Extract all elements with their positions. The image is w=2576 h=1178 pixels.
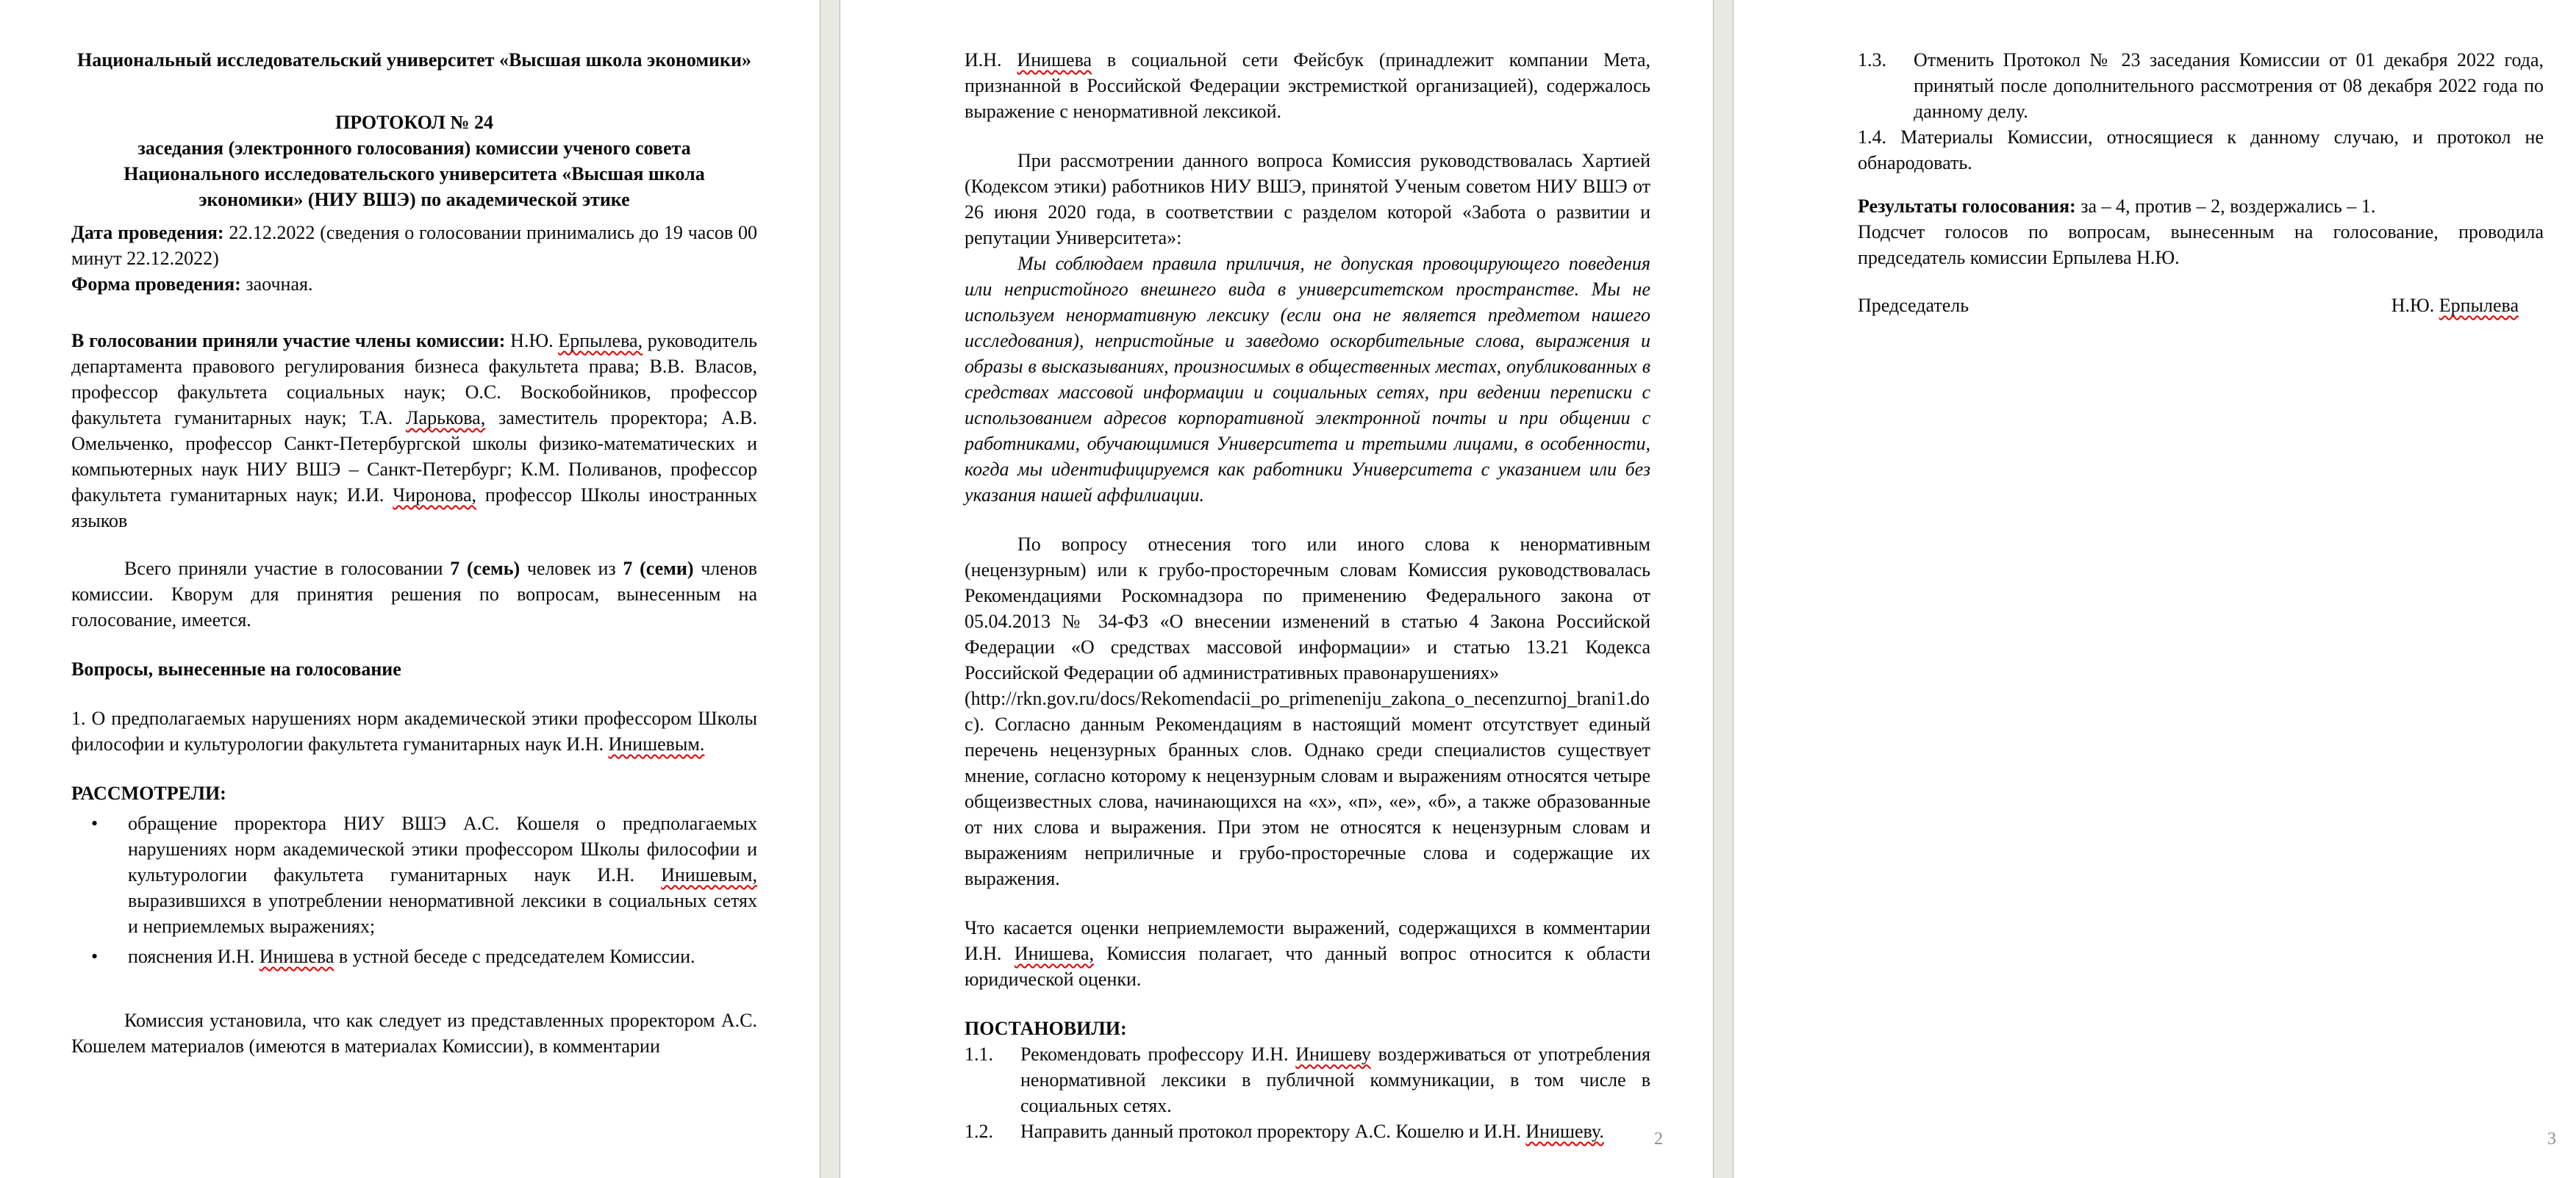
resolved-item-1-4 [1858,124,2544,176]
spacer [71,633,757,656]
text-run: Национальный исследовательский университет «Высшая школа экономики» [77,49,751,71]
spacer [965,992,1650,1016]
text-run: ПОСТАНОВИЛИ: [965,1018,1127,1039]
misspelled-word: Инишеву. [1525,1121,1604,1142]
text-run: РАССМОТРЕЛИ: [71,783,226,804]
considered-heading [71,780,757,806]
text-run: Н.Ю. [2391,295,2439,316]
text-run: (http://rkn.gov.ru/docs/Rekomendacii_po_primeneniju_zakona_o_necenzurnoj_brani1.doc). Согласно данным Рекомендациям в настоящий момент отсутствует единый перечень нецензурных бранных слов. Однако среди специалистов существует мнение, согласно которому к нецензурным словам и выражениям относятся четыре общеизвестных слова, начинающихся на «х», «п», «е», «б», а также образованные от них слова и выражения. При этом не относятся к нецензурным словам и выражениям неприличные и грубо-просторечные слова и содержащие их выражения. [965,688,1650,889]
voting-results-line [1858,193,2544,219]
misspelled-word: Ларькова, [405,407,486,428]
text-run: Форма проведения: [71,273,241,295]
spacer [1858,270,2544,292]
misspelled-word: Ерпылева, [558,330,643,351]
spacer [965,891,1650,915]
text-run: Направить данный протокол проректору А.С. Кошелю и И.Н. [1020,1121,1526,1142]
text-run: 1.4. Материалы Комиссии, относящиеся к данному случаю, и протокол не обнародовать. [1858,126,2544,173]
text-run: 1. О предполагаемых нарушениях норм академической этики профессором Школы философии и культурологии факультета гуманитарных наук И.Н. [71,708,757,755]
text-run: заочная. [240,273,313,295]
text-run: обращение проректора НИУ ВШЭ А.С. Кошеля о предполагаемых нарушениях норм академической этики профессором Школы философии и культурологии факультета гуманитарных наук И.Н. [128,813,757,886]
members-paragraph [71,328,757,534]
page-separator-1 [820,0,840,1178]
commission-found-paragraph [71,1008,757,1059]
text-run: 22.12.2022 (сведения о голосовании принимались до 19 часов 00 минут 22.12.2022) [71,222,758,269]
spacer [1858,176,2544,193]
text-run: Дата проведения: [71,222,224,243]
facebook-paragraph [965,47,1650,124]
text-run: заместитель проректора; А.В. Омельченко, профессор Санкт-Петербургской школы физико-математических и компьютерных наук НИУ ВШЭ – Санкт-Петербург; К.М. Поливанов, профессор факультета гуманитарных наук; И.И. [71,407,757,506]
text-run: в устной беседе с председателем Комиссии. [334,946,695,967]
text-run: Вопросы, вынесенные на голосование [71,658,401,680]
misspelled-word: Ерпылева [2439,295,2519,316]
list-number: 1.2. [965,1121,993,1142]
spacer [71,682,757,705]
considered-item-2 [71,944,757,969]
resolved-item-1-1 [965,1041,1650,1118]
text-run: Мы соблюдаем правила приличия, не допуская провоцирующего поведения или непристойного внешнего вида в университетском пространстве. Мы не используем ненормативную лексику (если она не является предметом нашего исследования), непристойные и заведомо оскорбительные слова, выражения и образы в высказываниях, произносимых в общественных местах, опубликованных в средствах массовой информации и социальных сетях, при ведении переписки с использованием адресов корпоративной электронной почты и при общении с работниками, обучающимися Университета и третьими лицами, в особенности, когда мы идентифицируемся как работники Университета с указанием или без указания нашей аффилиации. [965,253,1650,506]
protocol-subtitle [71,135,757,212]
text-run: ПРОТОКОЛ № 24 [334,112,494,133]
text-run: воздерживаться от употребления ненормативной лексики в публичной коммуникации, в том числе в социальных сетях. [1020,1044,1651,1116]
spacer [965,508,1650,531]
charter-paragraph [965,148,1650,251]
text-run: руководитель департамента правового регулирования бизнеса факультета права; В.В. Власов, профессор факультета социальных наук; О.С. Воскобойников, профессор факультета гуманитарных наук; Т.А. [71,330,757,428]
document-page-2[interactable] [840,0,1713,1178]
spacer [71,212,757,220]
legal-assessment-paragraph [965,915,1650,992]
list-number: 1.3. [1858,49,1886,71]
resolved-heading [965,1016,1650,1041]
misspelled-word: Инишева [1017,49,1092,71]
text-run: 7 (семи) [623,558,694,579]
text-run: выразившихся в употреблении ненормативной лексики в социальных сетях и неприемлемых выражениях; [128,890,757,937]
text-run: Комиссия полагает, что данный вопрос относится к области юридической оценки. [965,943,1650,990]
text-run: за – 4, против – 2, воздержались – 1. [2075,195,2376,217]
text-run: Всего приняли участие в голосовании [124,558,451,579]
misspelled-word: Чиронова, [393,484,476,506]
text-run: При рассмотрении данного вопроса Комиссия руководствовалась Хартией (Кодексом этики) работников НИУ ВШЭ, принятой Ученым советом НИУ ВШЭ от 26 июня 2020 года, в соответствии с разделом которой «Забота о развитии и репутации Университета»: [965,150,1650,248]
text-run: Результаты голосования: [1858,195,2076,217]
resolved-item-1-2 [965,1118,1650,1144]
document-page-3[interactable] [1734,0,2576,1178]
text-run: Рекомендовать профессору И.Н. [1020,1044,1296,1065]
document-page-1[interactable] [0,0,820,1178]
misspelled-word: Инишеву [1295,1044,1371,1065]
misspelled-word: Инишева, [1014,943,1094,964]
text-run: профессор Школы иностранных языков [71,484,757,531]
text-run: Отменить Протокол № 23 заседания Комиссии от 01 декабря 2022 года, принятый после дополнительного рассмотрения от 08 декабря 2022 года по данному делу. [1914,49,2544,122]
spacer [71,969,757,1008]
agenda-heading [71,656,757,682]
signature-name [2391,292,2519,318]
text-run: По вопросу отнесения того или иного слова к ненормативным (нецензурным) или к грубо-просторечным словам Комиссия руководствовалась Рекомендациями Роскомнадзора по применению Федерального закона от 05.04.2013 № 34-ФЗ «О внесении изменений в статью 4 Закона Российской Федерации «О средствах массовой информации» и статью 13.21 Кодекса Российской Федерации об административных правонарушениях» [965,534,1650,683]
agenda-item-1 [71,705,757,757]
text-run: И.Н. [965,49,1017,71]
text-run: Н.Ю. [505,330,559,351]
text-run: 7 (семь) [450,558,520,579]
spacer [71,297,757,328]
spacer [71,73,757,109]
text-run: пояснения И.Н. [128,946,260,967]
text-run: Председатель [1858,295,1969,316]
spacer [71,534,757,556]
text-run: заседания (электронного голосования) комиссии ученого совета Национального исследовательского университета «Высшая школа экономики» (НИУ ВШЭ) по академической этике [124,137,705,210]
charter-quote [965,251,1650,508]
text-run: Что касается оценки неприемлемости выражений, содержащихся в комментарии И.Н. [965,917,1650,964]
signature-role [1858,292,1969,318]
misspelled-word: Инишева [259,946,334,967]
page-number-2: 2 [1654,1129,1663,1149]
text-run: в социальной сети Фейсбук (принадлежит компании Мета, признанной в Российской Федерации экстремисткой организацией), содержалось выражение с ненормативной лексикой. [965,49,1650,122]
spacer [71,757,757,780]
date-line [71,220,757,271]
form-line [71,271,757,297]
spacer [965,124,1650,148]
considered-item-1 [71,811,757,939]
misspelled-word: Инишевым. [608,733,705,755]
quorum-paragraph [71,556,757,633]
text-run: членов комиссии. Кворум для принятия решения по вопросам, вынесенным на голосование, имеется. [71,558,757,631]
page-number-3: 3 [2547,1129,2556,1149]
bullet-marker: • [91,946,99,967]
protocol-title [71,109,757,135]
signature-row [1858,292,2544,318]
bullet-marker: • [91,813,99,834]
text-run: Комиссия установила, что как следует из представленных проректором А.С. Кошелем материалов (имеются в материалах Комиссии), в комментарии [71,1010,757,1057]
vote-count-paragraph [1858,219,2544,270]
text-run: человек из [520,558,623,579]
text-run: Подсчет голосов по вопросам, вынесенным на голосование, проводила председатель комиссии Ерпылева Н.Ю. [1858,221,2544,268]
text-run: В голосовании приняли участие члены комиссии: [71,330,506,351]
resolved-item-1-3 [1858,47,2544,124]
misspelled-word: Инишевым, [661,864,757,886]
roskomnadzor-paragraph [965,531,1650,891]
page-separator-2 [1713,0,1734,1178]
list-number: 1.1. [965,1044,993,1065]
org-title [71,47,757,73]
